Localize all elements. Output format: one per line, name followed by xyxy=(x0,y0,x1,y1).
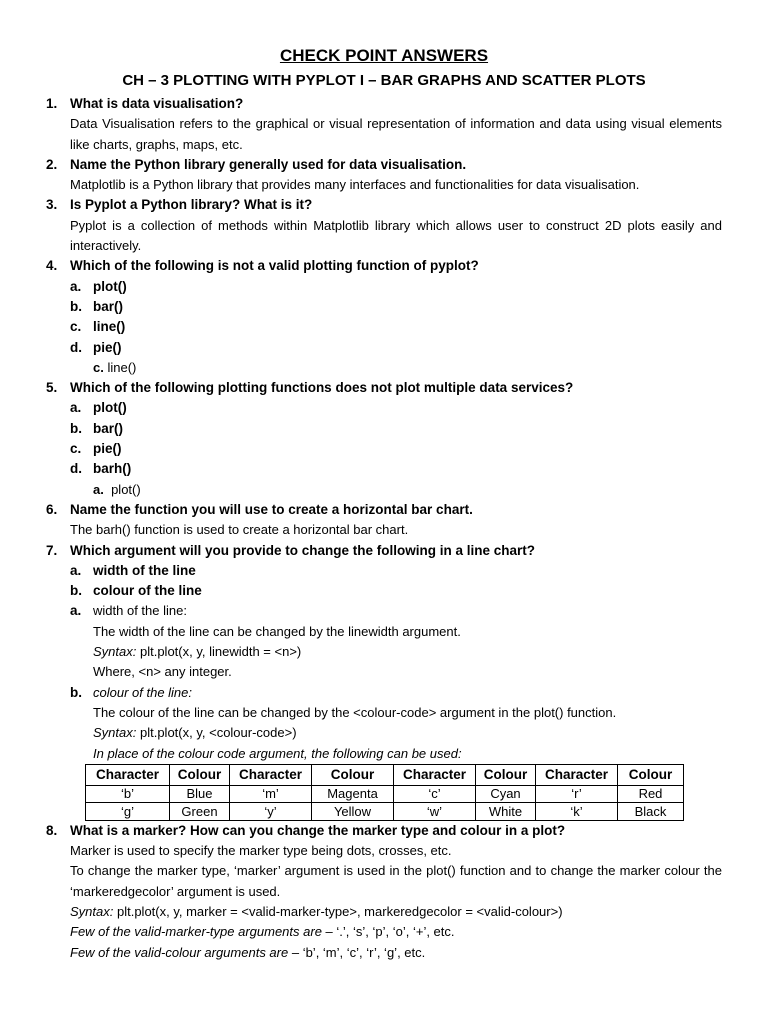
answer-7b-note: In place of the colour code argument, the following can be used: xyxy=(93,745,462,761)
option-item xyxy=(70,561,768,581)
option-text: pie() xyxy=(93,441,122,457)
answer-8-line-1: Marker is used to specify the marker type being dots, crosses, etc. xyxy=(70,843,452,859)
option-letter: c. xyxy=(70,319,82,335)
table-cell: Magenta xyxy=(312,785,394,803)
option-letter: b. xyxy=(70,583,82,599)
option-text: plot() xyxy=(93,400,127,416)
table-header-cell: Colour xyxy=(618,764,684,785)
part-letter: b. xyxy=(70,684,82,700)
option-letter: a. xyxy=(70,278,82,294)
answer-7b-desc: The colour of the line can be changed by the <colour-code> argument in the plot() function. xyxy=(93,704,617,720)
question-1 xyxy=(46,94,722,114)
answer-8-line-2: To change the marker type, ‘marker’ argument is used in the plot() function and to change the marker colour the ‘markeredgecolor’ argument is used. xyxy=(70,863,722,899)
syntax-label: Syntax: xyxy=(93,725,137,741)
table-cell: ‘b’ xyxy=(86,785,170,803)
table-row xyxy=(86,803,684,821)
answer-7a-desc: The width of the line can be changed by the linewidth argument. xyxy=(93,623,461,639)
answer-2: Matplotlib is a Python library that provides many interfaces and functionalities for data visualisation. xyxy=(70,177,640,193)
option-item xyxy=(70,439,768,459)
answer-6: The barh() function is used to create a horizontal bar chart. xyxy=(70,522,409,538)
question-6 xyxy=(46,500,722,520)
question-text: Is Pyplot a Python library? What is it? xyxy=(70,197,313,213)
answers-list xyxy=(0,94,768,963)
question-4 xyxy=(46,256,722,276)
option-text: barh() xyxy=(93,461,132,477)
question-8 xyxy=(46,821,722,841)
option-text: bar() xyxy=(93,298,123,314)
part-label: width of the line: xyxy=(93,603,187,619)
option-text: bar() xyxy=(93,420,123,436)
option-text: pie() xyxy=(93,339,122,355)
table-cell: Black xyxy=(618,803,684,821)
table-header-cell: Character xyxy=(230,764,312,785)
question-text: Which argument will you provide to change the following in a line chart? xyxy=(70,542,536,558)
question-text: Name the Python library generally used for data visualisation. xyxy=(70,156,467,172)
colours-label: Few of the valid-colour arguments are – xyxy=(70,944,300,960)
table-cell: White xyxy=(476,803,536,821)
table-cell: Cyan xyxy=(476,785,536,803)
page-title: CHECK POINT ANSWERS xyxy=(279,46,489,65)
question-text: Name the function you will use to create a horizontal bar chart. xyxy=(70,501,473,517)
option-letter: b. xyxy=(70,420,82,436)
colours-list: ‘b’, ‘m’, ‘c’, ‘r’, ‘g’, etc. xyxy=(302,944,426,960)
answer-7a-syntax xyxy=(93,642,723,662)
question-number: 3. xyxy=(46,197,58,213)
question-number: 6. xyxy=(46,501,58,517)
table-cell: ‘k’ xyxy=(536,803,618,821)
question-number: 4. xyxy=(46,258,58,274)
table-header-cell: Character xyxy=(86,764,170,785)
question-2 xyxy=(46,155,722,175)
question-number: 7. xyxy=(46,542,58,558)
syntax-label: Syntax: xyxy=(93,644,137,660)
table-row xyxy=(86,785,684,803)
table-cell: Red xyxy=(618,785,684,803)
question-text: Which of the following plotting functions does not plot multiple data services? xyxy=(70,380,574,396)
option-letter: d. xyxy=(70,339,82,355)
option-letter: a. xyxy=(70,400,82,416)
answer-7a-where: Where, <n> any integer. xyxy=(93,664,232,680)
question-number: 2. xyxy=(46,156,58,172)
markers-list: ‘.’, ‘s’, ‘p’, ‘o’, ‘+’, etc. xyxy=(336,924,455,940)
answer-text: line() xyxy=(107,359,137,375)
answer-1: Data Visualisation refers to the graphical or visual representation of information and data using visual elements like charts, graphs, maps, etc. xyxy=(70,116,722,152)
option-text: line() xyxy=(93,319,126,335)
table-cell: Yellow xyxy=(312,803,394,821)
markers-label: Few of the valid-marker-type arguments are – xyxy=(70,924,333,940)
syntax-label: Syntax: xyxy=(70,903,114,919)
answer-8-syntax xyxy=(70,902,722,922)
option-letter: a. xyxy=(70,562,82,578)
table-header-row xyxy=(86,764,684,785)
option-letter: d. xyxy=(70,461,82,477)
answer-5 xyxy=(93,480,768,500)
table-cell: ‘r’ xyxy=(536,785,618,803)
question-number: 1. xyxy=(46,96,58,111)
table-header-cell: Colour xyxy=(476,764,536,785)
table-cell: ‘w’ xyxy=(394,803,476,821)
option-item xyxy=(70,419,768,439)
table-cell: Blue xyxy=(170,785,230,803)
question-5 xyxy=(46,378,722,398)
table-cell: ‘y’ xyxy=(230,803,312,821)
option-item xyxy=(70,459,768,479)
option-text: width of the line xyxy=(93,562,196,578)
question-3 xyxy=(46,195,722,215)
table-header-cell: Character xyxy=(394,764,476,785)
table-cell: Green xyxy=(170,803,230,821)
table-cell: ‘g’ xyxy=(86,803,170,821)
part-label: colour of the line: xyxy=(93,684,193,700)
option-letter: b. xyxy=(70,298,82,314)
answer-text: plot() xyxy=(111,481,141,497)
option-item xyxy=(70,338,768,358)
part-letter: a. xyxy=(70,603,82,619)
question-text: Which of the following is not a valid plotting function of pyplot? xyxy=(70,258,479,274)
syntax-code: plt.plot(x, y, linewidth = <n>) xyxy=(139,644,302,660)
table-header-cell: Colour xyxy=(312,764,394,785)
question-text: What is data visualisation? xyxy=(70,96,244,111)
option-item xyxy=(70,398,768,418)
option-item xyxy=(70,297,768,317)
option-letter: c. xyxy=(70,441,82,457)
table-cell: ‘m’ xyxy=(230,785,312,803)
answer-letter: a. xyxy=(93,481,104,497)
question-number: 5. xyxy=(46,380,58,396)
answer-4 xyxy=(93,358,768,378)
table-header-cell: Character xyxy=(536,764,618,785)
answer-3: Pyplot is a collection of methods within Matplotlib library which allows user to construct 2D plots easily and interactively. xyxy=(70,217,722,254)
option-text: plot() xyxy=(93,278,127,294)
question-7 xyxy=(46,541,722,561)
question-number: 8. xyxy=(46,822,58,838)
option-item xyxy=(70,277,768,297)
table-cell: ‘c’ xyxy=(394,785,476,803)
question-text: What is a marker? How can you change the marker type and colour in a plot? xyxy=(70,822,566,838)
answer-7b-syntax xyxy=(93,723,723,743)
table-header-cell: Colour xyxy=(170,764,230,785)
syntax-code: plt.plot(x, y, <colour-code>) xyxy=(139,725,297,741)
answer-8-markers xyxy=(70,922,722,942)
colour-code-table xyxy=(85,764,684,821)
answer-8-colours xyxy=(70,943,722,963)
option-text: colour of the line xyxy=(93,583,202,599)
answer-7b-label xyxy=(70,683,768,703)
option-item xyxy=(70,581,768,601)
option-item xyxy=(70,317,768,337)
syntax-code: plt.plot(x, y, marker = <valid-marker-type>, markeredgecolor = <valid-colour>) xyxy=(116,903,563,919)
page-subtitle: CH – 3 PLOTTING WITH PYPLOT I – BAR GRAPHS AND SCATTER PLOTS xyxy=(122,72,646,89)
answer-letter: c. xyxy=(93,359,104,375)
answer-7a-label xyxy=(70,601,768,621)
